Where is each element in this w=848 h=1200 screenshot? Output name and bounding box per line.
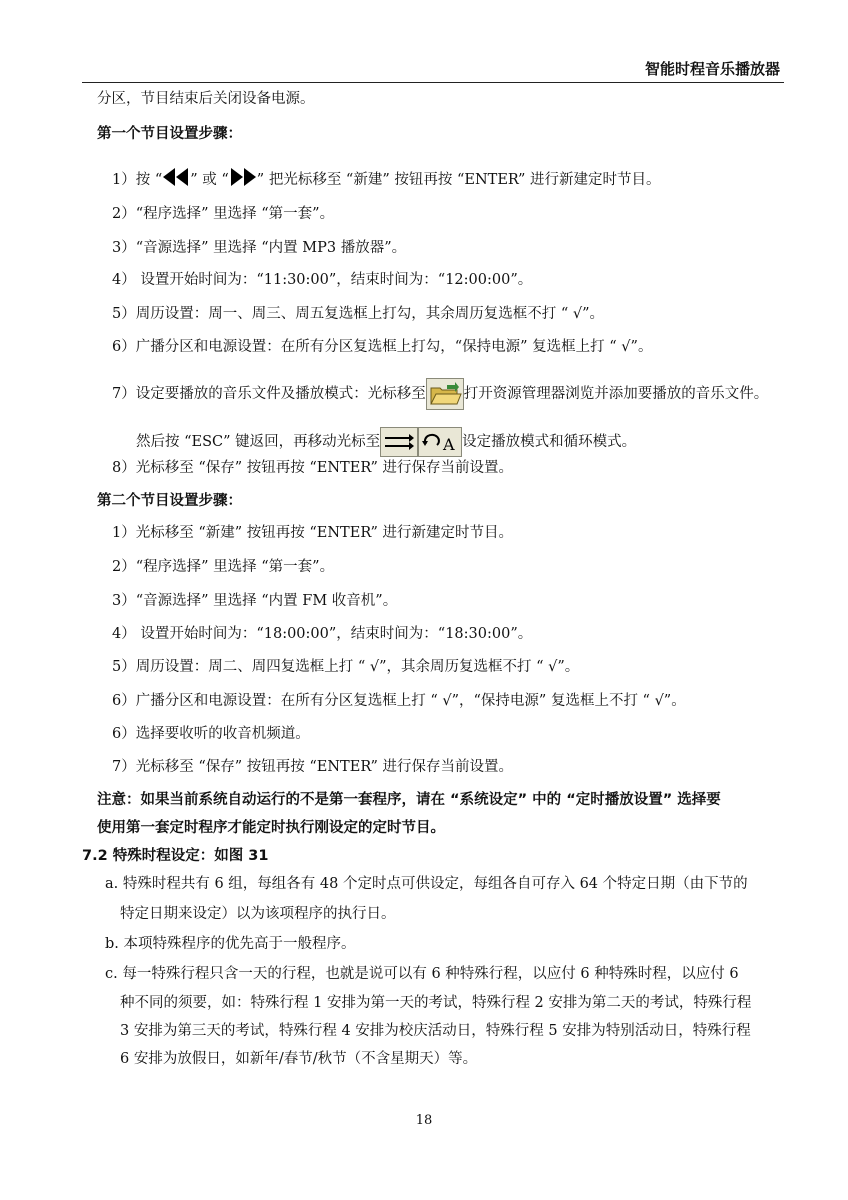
paragraph-line: a. 特殊时程共有 6 组，每组各有 48 个定时点可供设定，每组各自可存入 64 个特定日期（由下节的 <box>105 876 748 892</box>
section-heading-first-program: 第一个节目设置步骤： <box>97 126 242 142</box>
step-text: ” 把光标移至 “新建” 按钮再按 “ENTER” 进行新建定时节目。 <box>256 172 661 188</box>
step-line: 6）广播分区和电源设置：在所有分区复选框上打勾，“保持电源” 复选框上打 “ √”。 <box>112 339 653 355</box>
step-line <box>112 376 768 412</box>
page-number: 18 <box>415 1113 433 1128</box>
section-heading-second-program: 第二个节目设置步骤： <box>97 493 242 509</box>
step-text: ” 或 “ <box>190 172 229 188</box>
paragraph-line: 种不同的须要，如：特殊行程 1 安排为第一天的考试，特殊行程 2 安排为第二天的考试，特殊行程 <box>120 995 752 1011</box>
step-line: 5）周历设置：周二、周四复选框上打 “ √”，其余周历复选框不打 “ √”。 <box>112 659 580 675</box>
note-line: 使用第一套定时程序才能定时执行刚设定的定时节目。 <box>97 820 445 836</box>
step-line: 4） 设置开始时间为：“18:00:00”，结束时间为：“18:30:00”。 <box>112 626 533 642</box>
step-line: 4） 设置开始时间为：“11:30:00”，结束时间为：“12:00:00”。 <box>112 272 533 288</box>
paragraph-line: 特定日期来设定）以为该项程序的执行日。 <box>120 906 396 922</box>
paragraph-line: b. 本项特殊程序的优先高于一般程序。 <box>105 936 356 952</box>
header-title: 智能时程音乐播放器 <box>644 60 780 78</box>
step-line: 2）“程序选择” 里选择 “第一套”。 <box>112 206 335 222</box>
step-line <box>136 425 636 459</box>
paragraph-line: 3 安排为第三天的考试，特殊行程 4 安排为校庆活动日，特殊行程 5 安排为特别活动日，特殊行程 <box>120 1023 751 1039</box>
step-line <box>112 166 661 194</box>
note-line: 注意：如果当前系统自动运行的不是第一套程序，请在 “系统设定” 中的 “定时播放设置” 选择要 <box>97 792 721 808</box>
step-line: 6）选择要收听的收音机频道。 <box>112 726 310 742</box>
play-mode-icon <box>380 427 418 457</box>
paragraph-line: 6 安排为放假日，如新年/春节/秋节（不含星期天）等。 <box>120 1051 478 1067</box>
step-text: 然后按 “ESC” 键返回，再移动光标至 <box>136 434 381 450</box>
loop-mode-icon <box>418 427 462 457</box>
step-line: 6）广播分区和电源设置：在所有分区复选框上打 “ √”，“保持电源” 复选框上不打 “ √”。 <box>112 693 686 709</box>
step-text: 设定播放模式和循环模式。 <box>462 434 637 450</box>
step-text: 7）设定要播放的音乐文件及播放模式：光标移至 <box>112 386 426 402</box>
step-line: 7）光标移至 “保存” 按钮再按 “ENTER” 进行保存当前设置。 <box>112 759 513 775</box>
step-line: 1）光标移至 “新建” 按钮再按 “ENTER” 进行新建定时节目。 <box>112 525 513 541</box>
step-line: 2）“程序选择” 里选择 “第一套”。 <box>112 559 335 575</box>
step-line: 8）光标移至 “保存” 按钮再按 “ENTER” 进行保存当前设置。 <box>112 460 513 476</box>
section-heading-7-2: 7.2 特殊时程设定：如图 31 <box>82 848 269 864</box>
step-line: 5）周历设置：周一、周三、周五复选框上打勾，其余周历复选框不打 “ √”。 <box>112 306 605 322</box>
open-folder-icon <box>426 378 464 410</box>
step-line: 3）“音源选择” 里选择 “内置 MP3 播放器”。 <box>112 240 407 256</box>
step-text: 1）按 “ <box>112 172 163 188</box>
text-line: 分区，节目结束后关闭设备电源。 <box>97 91 315 107</box>
fast-forward-icon <box>229 166 257 194</box>
svg-text:A: A <box>443 435 455 454</box>
step-text: 打开资源管理器浏览并添加要播放的音乐文件。 <box>463 386 769 402</box>
rewind-icon <box>162 166 190 194</box>
header-divider <box>82 82 784 83</box>
step-line: 3）“音源选择” 里选择 “内置 FM 收音机”。 <box>112 593 398 609</box>
paragraph-line: c. 每一特殊行程只含一天的行程，也就是说可以有 6 种特殊行程，以应付 6 种特殊时程，以应付 6 <box>105 966 739 982</box>
